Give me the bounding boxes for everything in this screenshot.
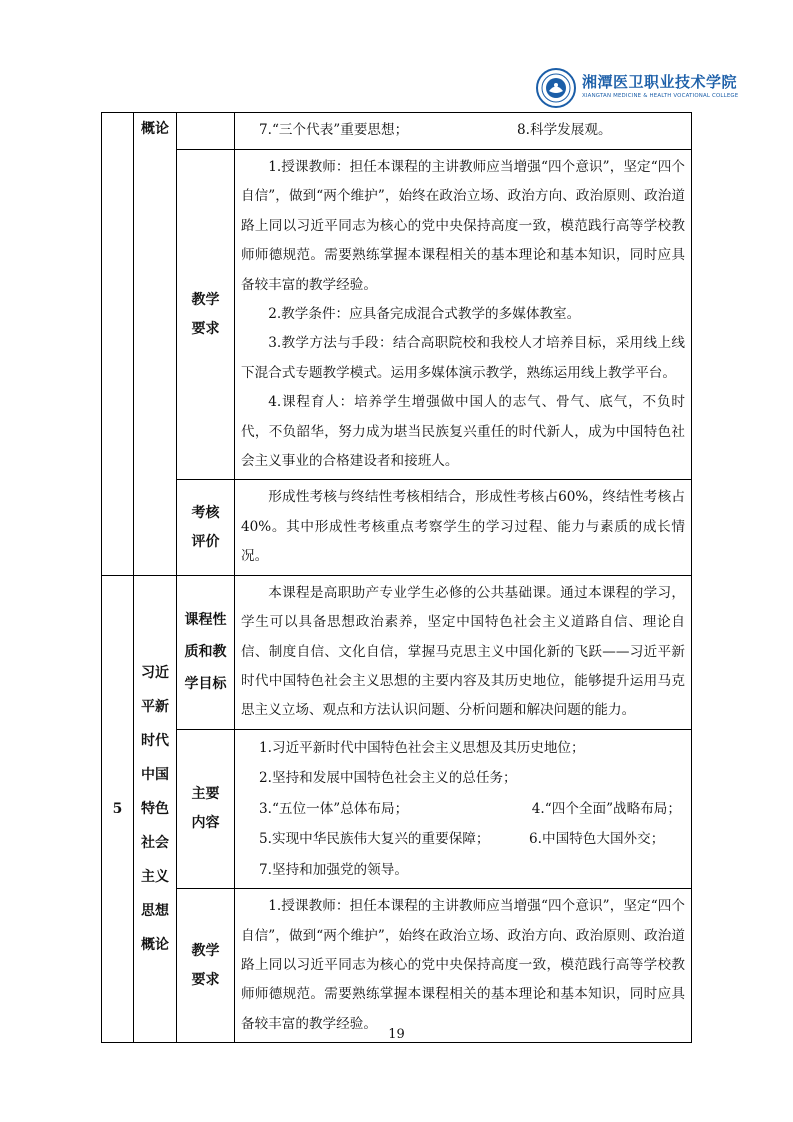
- teaching-paragraph: 1.授课教师：担任本课程的主讲教师应当增强“四个意识”，坚定“四个自信”，做到“两个维护”，始终在政治立场、政治方向、政治原则、政治道路上同以习近平同志为核心的党中央保持高度一致，模范践行高等学校教师师德规范。需要熟练掌握本课程相关的基本理论和基本知识，同时应具备较丰富的教学经验。: [241, 898, 685, 1032]
- teaching-paragraph: 3.教学方法与手段：结合高职院校和我校人才培养目标，采用线上线下混合式专题教学模式。运用多媒体演示教学，熟练运用线上教学平台。: [241, 335, 685, 381]
- table-row: [102, 150, 692, 480]
- list-item: 4.“四个全面”战略布局；: [531, 800, 681, 817]
- prev-course-name-cell: [134, 113, 177, 576]
- nature-label: 课程性质和教学目标: [184, 612, 227, 693]
- list-item: 1.习近平新时代中国特色社会主义思想及其历史地位；: [259, 739, 585, 756]
- course-table: [101, 112, 692, 1043]
- table-row: [102, 889, 692, 1043]
- teaching-paragraph: 1.授课教师：担任本课程的主讲教师应当增强“四个意识”，坚定“四个自信”，做到“两个维护”，始终在政治立场、政治方向、政治原则、政治道路上同以习近平同志为核心的党中央保持高度一致，模范践行高等学校教师师德规范。需要熟练掌握本课程相关的基本理论和基本知识，同时应具备较丰富的教学经验。: [241, 159, 685, 293]
- assessment-text: 形成性考核与终结性考核相结合，形成性考核占60%，终结性考核占40%。其中形成性考核重点考察学生的学习过程、能力与素质的成长情况。: [241, 489, 685, 565]
- table-row: [102, 729, 692, 889]
- content-cell: [235, 729, 692, 889]
- nature-cell: [235, 575, 692, 729]
- course-name-cell: [134, 575, 177, 1043]
- content-label-cell: [177, 729, 235, 889]
- list-item: 2.坚持和发展中国特色社会主义的总任务；: [259, 770, 517, 787]
- teaching-requirements-cell: [235, 889, 692, 1043]
- teaching-requirements-cell: [235, 150, 692, 480]
- assessment-cell: [235, 480, 692, 575]
- prev-content-label-cell: [177, 113, 235, 150]
- prev-course-name: 概论: [141, 121, 169, 137]
- teaching-label-cell: [177, 889, 235, 1043]
- page-number: 19: [388, 1027, 405, 1042]
- college-logo: [536, 68, 746, 108]
- college-seal-icon: [536, 68, 576, 108]
- list-item: 5.实现中华民族伟大复兴的重要保障；: [259, 831, 490, 848]
- list-item: 3.“五位一体”总体布局；: [259, 800, 409, 817]
- prev-course-number-cell: [102, 113, 134, 576]
- list-item: 6.中国特色大国外交；: [529, 831, 665, 848]
- table-row: [102, 575, 692, 729]
- course-number-cell: [102, 575, 134, 1043]
- assessment-label-cell: [177, 480, 235, 575]
- course-name: 习近平新时代中国特色社会主义思想概论: [141, 664, 169, 953]
- list-item: 7.坚持和加强党的领导。: [259, 861, 408, 878]
- teaching-paragraph: 4.课程育人：培养学生增强做中国人的志气、骨气、底气，不负时代，不负韶华，努力成为堪当民族复兴重任的时代新人，成为中国特色社会主义事业的合格建设者和接班人。: [241, 394, 685, 470]
- logo-subtitle: XIANGTAN MEDICINE & HEALTH VOCATIONAL COLLEGE: [582, 93, 739, 99]
- table-row: [102, 113, 692, 150]
- teaching-label-cell: [177, 150, 235, 480]
- content-label: 主要内容: [191, 785, 220, 831]
- list-item: 7.“三个代表”重要思想；: [259, 122, 409, 139]
- logo-title: 湘潭医卫职业技术学院: [582, 73, 738, 91]
- nature-label-cell: [177, 575, 235, 729]
- teaching-label: 教学要求: [191, 291, 220, 337]
- nature-text: 本课程是高职助产专业学生必修的公共基础课。通过本课程的学习，学生可以具备思想政治素养，坚定中国特色社会主义道路自信、理论自信、制度自信、文化自信，掌握马克思主义中国化新的飞跃——习近平新时代中国特色社会主义思想的主要内容及其历史地位，能够提升运用马克思主义立场、观点和方法认识问题、分析问题和解决问题的能力。: [241, 584, 685, 719]
- assessment-label: 考核评价: [191, 504, 220, 550]
- teaching-label: 教学要求: [191, 942, 220, 988]
- prev-content-cell: [235, 113, 692, 150]
- teaching-paragraph: 2.教学条件：应具备完成混合式教学的多媒体教室。: [268, 306, 581, 323]
- table-row: [102, 480, 692, 575]
- list-item: 8.科学发展观。: [517, 122, 612, 139]
- course-number: 5: [112, 800, 123, 817]
